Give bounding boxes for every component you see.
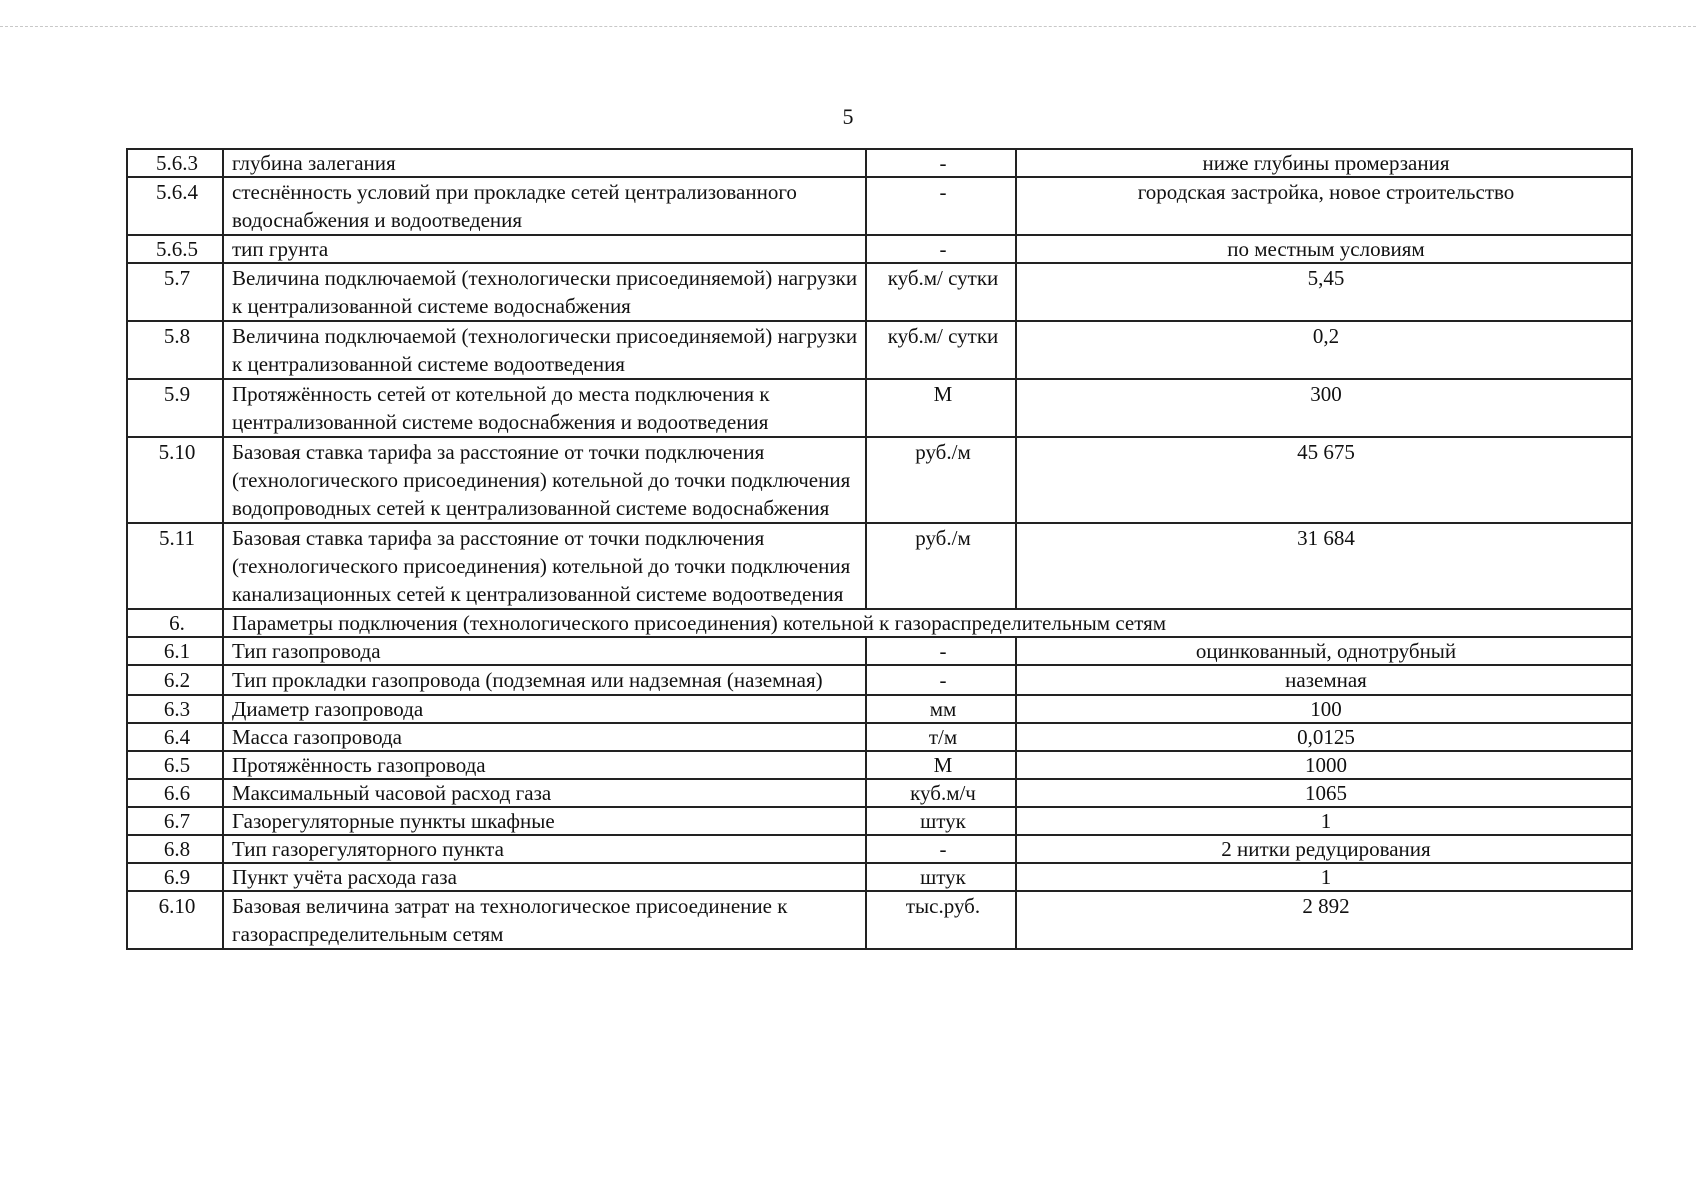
- row-value: городская застройка, новое строительство: [1016, 177, 1632, 235]
- row-unit: -: [866, 149, 1016, 177]
- table-row: [127, 637, 1632, 665]
- row-number: 6.4: [127, 723, 223, 751]
- row-value: 1065: [1016, 779, 1632, 807]
- row-unit: тыс.руб.: [866, 891, 1016, 949]
- row-name: Базовая ставка тарифа за расстояние от точки подключения (технологического присоединения) котельной до точки подключения канализационных сетей к централизованной системе водоотведения: [223, 523, 866, 609]
- row-value: 5,45: [1016, 263, 1632, 321]
- table-row: [127, 835, 1632, 863]
- row-name: Протяжённость газопровода: [223, 751, 866, 779]
- row-value: 2 нитки редуцирования: [1016, 835, 1632, 863]
- row-unit: куб.м/ сутки: [866, 263, 1016, 321]
- row-value: 1000: [1016, 751, 1632, 779]
- row-value: ниже глубины промерзания: [1016, 149, 1632, 177]
- row-number: 6.2: [127, 665, 223, 695]
- scan-edge-line: [0, 26, 1696, 27]
- row-unit: мм: [866, 695, 1016, 723]
- row-name: Тип прокладки газопровода (подземная или надземная (наземная): [223, 665, 866, 695]
- table-row: [127, 235, 1632, 263]
- row-name: Максимальный часовой расход газа: [223, 779, 866, 807]
- row-value: 0,2: [1016, 321, 1632, 379]
- row-value: 45 675: [1016, 437, 1632, 523]
- table-row: [127, 321, 1632, 379]
- row-unit: М: [866, 379, 1016, 437]
- row-value: 1: [1016, 863, 1632, 891]
- row-number: 6.5: [127, 751, 223, 779]
- row-value: 2 892: [1016, 891, 1632, 949]
- row-number: 5.10: [127, 437, 223, 523]
- row-name: Масса газопровода: [223, 723, 866, 751]
- row-unit: -: [866, 235, 1016, 263]
- section-title: Параметры подключения (технологического присоединения) котельной к газораспределительным сетям: [223, 609, 1632, 637]
- table-row: [127, 523, 1632, 609]
- table-row: [127, 779, 1632, 807]
- row-name: Величина подключаемой (технологически присоединяемой) нагрузки к централизованной системе водоотведения: [223, 321, 866, 379]
- table-row: [127, 751, 1632, 779]
- row-name: Величина подключаемой (технологически присоединяемой) нагрузки к централизованной системе водоснабжения: [223, 263, 866, 321]
- row-value: наземная: [1016, 665, 1632, 695]
- row-number: 5.7: [127, 263, 223, 321]
- page-number: 5: [842, 104, 854, 129]
- row-name: стеснённость условий при прокладке сетей централизованного водоснабжения и водоотведения: [223, 177, 866, 235]
- row-name: Тип газорегуляторного пункта: [223, 835, 866, 863]
- row-number: 5.8: [127, 321, 223, 379]
- table-row: [127, 891, 1632, 949]
- table-row: [127, 665, 1632, 695]
- row-value: 0,0125: [1016, 723, 1632, 751]
- row-number: 6.7: [127, 807, 223, 835]
- row-unit: куб.м/ч: [866, 779, 1016, 807]
- table-row: [127, 807, 1632, 835]
- row-value: 100: [1016, 695, 1632, 723]
- section-row: [127, 609, 1632, 637]
- row-value: 31 684: [1016, 523, 1632, 609]
- row-number: 5.11: [127, 523, 223, 609]
- row-number: 5.6.5: [127, 235, 223, 263]
- table-row: [127, 723, 1632, 751]
- row-number: 5.6.3: [127, 149, 223, 177]
- row-name: Диаметр газопровода: [223, 695, 866, 723]
- row-number: 6.1: [127, 637, 223, 665]
- row-name: Базовая величина затрат на технологическое присоединение к газораспределительным сетям: [223, 891, 866, 949]
- row-name: Тип газопровода: [223, 637, 866, 665]
- section-number: 6.: [127, 609, 223, 637]
- row-name: глубина залегания: [223, 149, 866, 177]
- row-unit: -: [866, 665, 1016, 695]
- parameters-table: [126, 148, 1633, 950]
- table-row: [127, 177, 1632, 235]
- row-unit: руб./м: [866, 437, 1016, 523]
- row-name: Базовая ставка тарифа за расстояние от точки подключения (технологического присоединения) котельной до точки подключения водопроводных сетей к централизованной системе водоснабжения: [223, 437, 866, 523]
- row-unit: руб./м: [866, 523, 1016, 609]
- row-value: оцинкованный, однотрубный: [1016, 637, 1632, 665]
- row-unit: штук: [866, 863, 1016, 891]
- row-unit: -: [866, 637, 1016, 665]
- row-number: 5.6.4: [127, 177, 223, 235]
- row-name: Протяжённость сетей от котельной до места подключения к централизованной системе водоснабжения и водоотведения: [223, 379, 866, 437]
- row-number: 6.8: [127, 835, 223, 863]
- row-name: Пункт учёта расхода газа: [223, 863, 866, 891]
- row-value: по местным условиям: [1016, 235, 1632, 263]
- row-value: 1: [1016, 807, 1632, 835]
- row-unit: т/м: [866, 723, 1016, 751]
- table-row: [127, 437, 1632, 523]
- row-unit: -: [866, 835, 1016, 863]
- table-row: [127, 695, 1632, 723]
- table-row: [127, 379, 1632, 437]
- row-number: 6.6: [127, 779, 223, 807]
- row-unit: -: [866, 177, 1016, 235]
- row-number: 6.9: [127, 863, 223, 891]
- row-number: 5.9: [127, 379, 223, 437]
- row-unit: штук: [866, 807, 1016, 835]
- table-row: [127, 863, 1632, 891]
- row-number: 6.3: [127, 695, 223, 723]
- row-name: Газорегуляторные пункты шкафные: [223, 807, 866, 835]
- table-row: [127, 149, 1632, 177]
- table-row: [127, 263, 1632, 321]
- row-unit: М: [866, 751, 1016, 779]
- row-unit: куб.м/ сутки: [866, 321, 1016, 379]
- row-name: тип грунта: [223, 235, 866, 263]
- row-value: 300: [1016, 379, 1632, 437]
- row-number: 6.10: [127, 891, 223, 949]
